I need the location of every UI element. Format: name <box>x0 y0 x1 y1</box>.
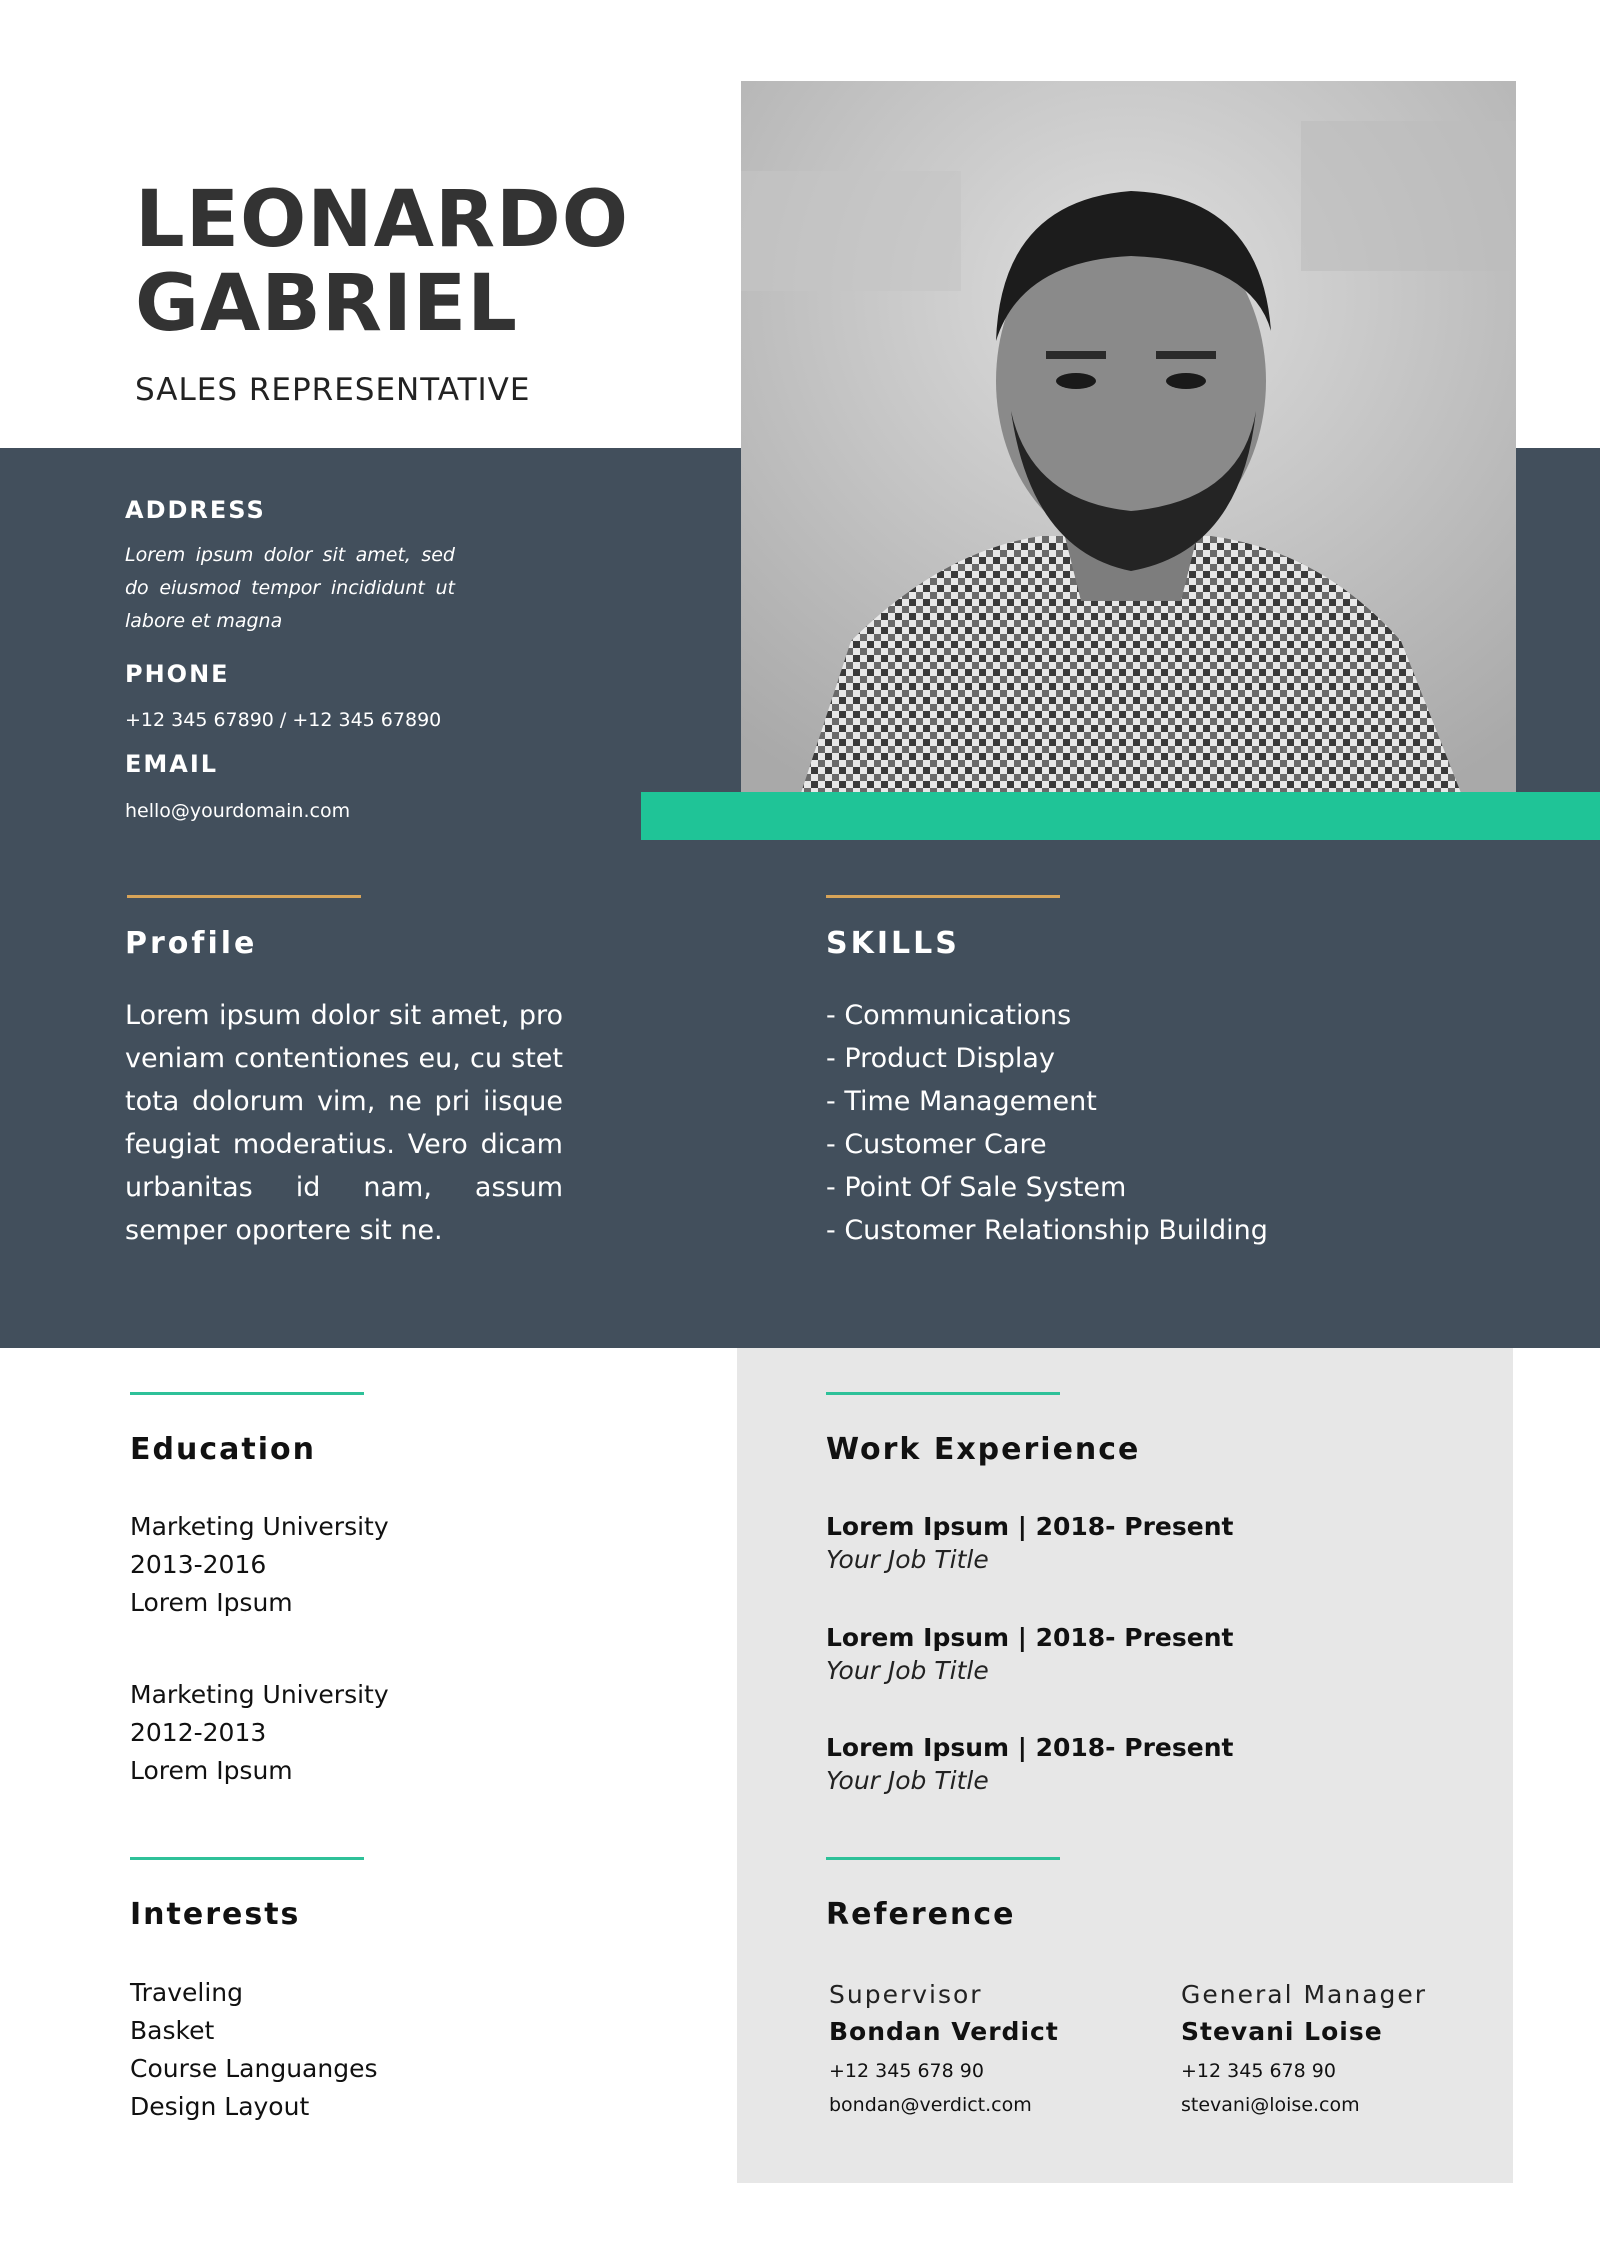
job-role: SALES REPRESENTATIVE <box>135 372 531 408</box>
reference-email: stevani@loise.com <box>1181 2094 1360 2116</box>
reference-phone: +12 345 678 90 <box>829 2060 984 2082</box>
skills-title: SKILLS <box>826 926 960 961</box>
email-text: hello@yourdomain.com <box>125 800 351 822</box>
skill-item: - Product Display <box>826 1043 1055 1074</box>
interest-item: Design Layout <box>130 2092 310 2121</box>
education-years: 2013-2016 <box>130 1550 267 1579</box>
profile-text: Lorem ipsum dolor sit amet, pro veniam contentiones eu, cu stet tota dolorum vim, ne pri iisque feugiat moderatius. Vero dicam urbanitas id nam, assum semper oportere sit ne. <box>125 1000 563 1246</box>
education-entry <box>130 1676 389 1790</box>
reference-card <box>1181 1980 1427 2116</box>
skills-divider <box>826 895 1060 898</box>
work-divider <box>826 1392 1060 1395</box>
reference-role: Supervisor <box>829 1980 983 2009</box>
accent-bar <box>641 792 1600 840</box>
skill-item: - Customer Care <box>826 1129 1047 1160</box>
skill-item: - Time Management <box>826 1086 1097 1117</box>
email-label: EMAIL <box>125 750 219 778</box>
interests-title: Interests <box>130 1897 301 1932</box>
portrait-image <box>741 81 1516 793</box>
education-detail: Lorem Ipsum <box>130 1588 293 1617</box>
interests-divider <box>130 1857 364 1860</box>
work-heading: Lorem Ipsum | 2018- Present <box>826 1733 1234 1762</box>
education-school: Marketing University <box>130 1680 389 1709</box>
reference-email: bondan@verdict.com <box>829 2094 1032 2116</box>
address-text: Lorem ipsum dolor sit amet, sed do eiusmod tempor incididunt ut labore et magna <box>125 544 455 632</box>
work-job-title: Your Job Title <box>826 1656 989 1685</box>
work-job-title: Your Job Title <box>826 1766 989 1795</box>
interest-item: Traveling <box>130 1978 243 2007</box>
interests-list <box>130 1974 377 2126</box>
skill-item: - Communications <box>826 1000 1072 1031</box>
education-detail: Lorem Ipsum <box>130 1756 293 1785</box>
work-entry <box>826 1623 1233 1685</box>
skill-item: - Point Of Sale System <box>826 1172 1127 1203</box>
education-entry <box>130 1508 389 1622</box>
interest-item: Course Languanges <box>130 2054 378 2083</box>
first-name: LEONARDO <box>135 175 630 265</box>
profile-title: Profile <box>125 926 258 961</box>
work-entry <box>826 1512 1233 1574</box>
reference-title: Reference <box>826 1897 1016 1932</box>
work-title: Work Experience <box>826 1432 1141 1467</box>
address-label: ADDRESS <box>125 496 266 524</box>
reference-phone: +12 345 678 90 <box>1181 2060 1336 2082</box>
work-job-title: Your Job Title <box>826 1545 989 1574</box>
skills-list <box>826 994 1526 1252</box>
education-divider <box>130 1392 364 1395</box>
reference-role: General Manager <box>1181 1980 1428 2009</box>
education-title: Education <box>130 1432 316 1467</box>
profile-divider <box>127 895 361 898</box>
person-name <box>135 175 630 349</box>
education-school: Marketing University <box>130 1512 389 1541</box>
reference-name: Bondan Verdict <box>829 2017 1059 2046</box>
work-entry <box>826 1733 1233 1795</box>
reference-card <box>829 1980 1059 2116</box>
reference-divider <box>826 1857 1060 1860</box>
work-heading: Lorem Ipsum | 2018- Present <box>826 1512 1234 1541</box>
reference-name: Stevani Loise <box>1181 2017 1383 2046</box>
phone-label: PHONE <box>125 660 230 688</box>
work-heading: Lorem Ipsum | 2018- Present <box>826 1623 1234 1652</box>
profile-photo <box>741 81 1516 793</box>
phone-text: +12 345 67890 / +12 345 67890 <box>125 709 442 731</box>
interest-item: Basket <box>130 2016 215 2045</box>
skill-item: - Customer Relationship Building <box>826 1215 1268 1246</box>
education-years: 2012-2013 <box>130 1718 267 1747</box>
last-name: GABRIEL <box>135 259 518 349</box>
